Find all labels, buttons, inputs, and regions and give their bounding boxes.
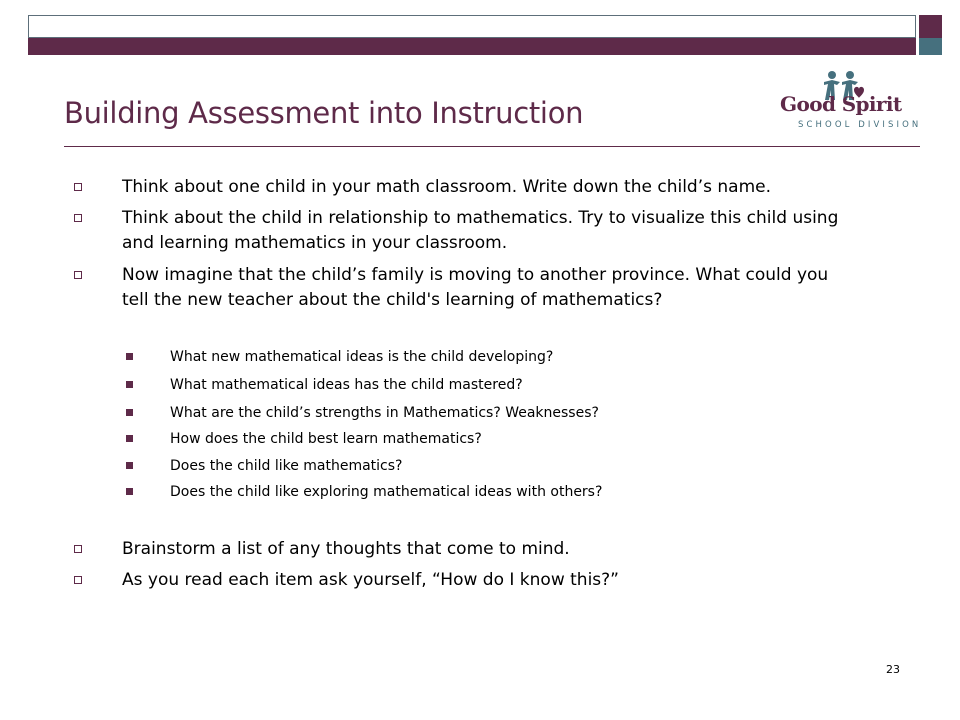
sub-bullet-text: How does the child best learn mathematics? (170, 431, 482, 447)
logo-name: Good Spirit (780, 92, 902, 116)
sub-bullet-text: What mathematical ideas has the child mastered? (170, 377, 523, 393)
sub-bullet-item (170, 375, 523, 395)
bullet-text: Now imagine that the child’s family is moving to another province. What could you tell the new teacher about the child's learning of mathematics? (122, 265, 829, 310)
sub-bullet-item (170, 456, 402, 476)
sub-bullet-item (170, 482, 602, 502)
hollow-square-bullet-icon (74, 576, 82, 584)
header-bar-top (28, 15, 916, 38)
bullet-text: Brainstorm a list of any thoughts that come to mind. (122, 539, 570, 559)
sub-bullet-item (170, 429, 482, 449)
filled-square-bullet-icon (126, 353, 133, 360)
hollow-square-bullet-icon (74, 271, 82, 279)
title-divider (64, 146, 920, 147)
bullet-item (122, 537, 842, 562)
filled-square-bullet-icon (126, 409, 133, 416)
sub-bullet-item (170, 403, 599, 423)
bullet-item (122, 175, 842, 200)
hollow-square-bullet-icon (74, 214, 82, 222)
header-bar-bottom (28, 38, 916, 55)
logo-subtitle: SCHOOL DIVISION (798, 120, 922, 130)
hollow-square-bullet-icon (74, 545, 82, 553)
filled-square-bullet-icon (126, 462, 133, 469)
header-square-bottom (919, 38, 942, 55)
slide-title: Building Assessment into Instruction (64, 96, 584, 130)
page-number: 23 (886, 663, 900, 676)
filled-square-bullet-icon (126, 488, 133, 495)
school-logo (776, 70, 922, 134)
sub-bullet-text: What new mathematical ideas is the child developing? (170, 349, 554, 365)
sub-bullet-text: What are the child’s strengths in Mathematics? Weaknesses? (170, 405, 599, 421)
bullet-item (122, 568, 842, 593)
sub-bullet-text: Does the child like exploring mathematical ideas with others? (170, 484, 603, 500)
bullet-text: Think about one child in your math classroom. Write down the child’s name. (122, 177, 771, 197)
bullet-text: As you read each item ask yourself, “How do I know this?” (122, 570, 619, 590)
hollow-square-bullet-icon (74, 183, 82, 191)
sub-bullet-item (170, 347, 553, 367)
filled-square-bullet-icon (126, 435, 133, 442)
filled-square-bullet-icon (126, 381, 133, 388)
sub-bullet-text: Does the child like mathematics? (170, 458, 403, 474)
bullet-text: Think about the child in relationship to mathematics. Try to visualize this child using and learning mathematics in your classroom. (122, 208, 839, 253)
bullet-item (122, 263, 842, 313)
header-square-top (919, 15, 942, 38)
bullet-item (122, 206, 842, 256)
